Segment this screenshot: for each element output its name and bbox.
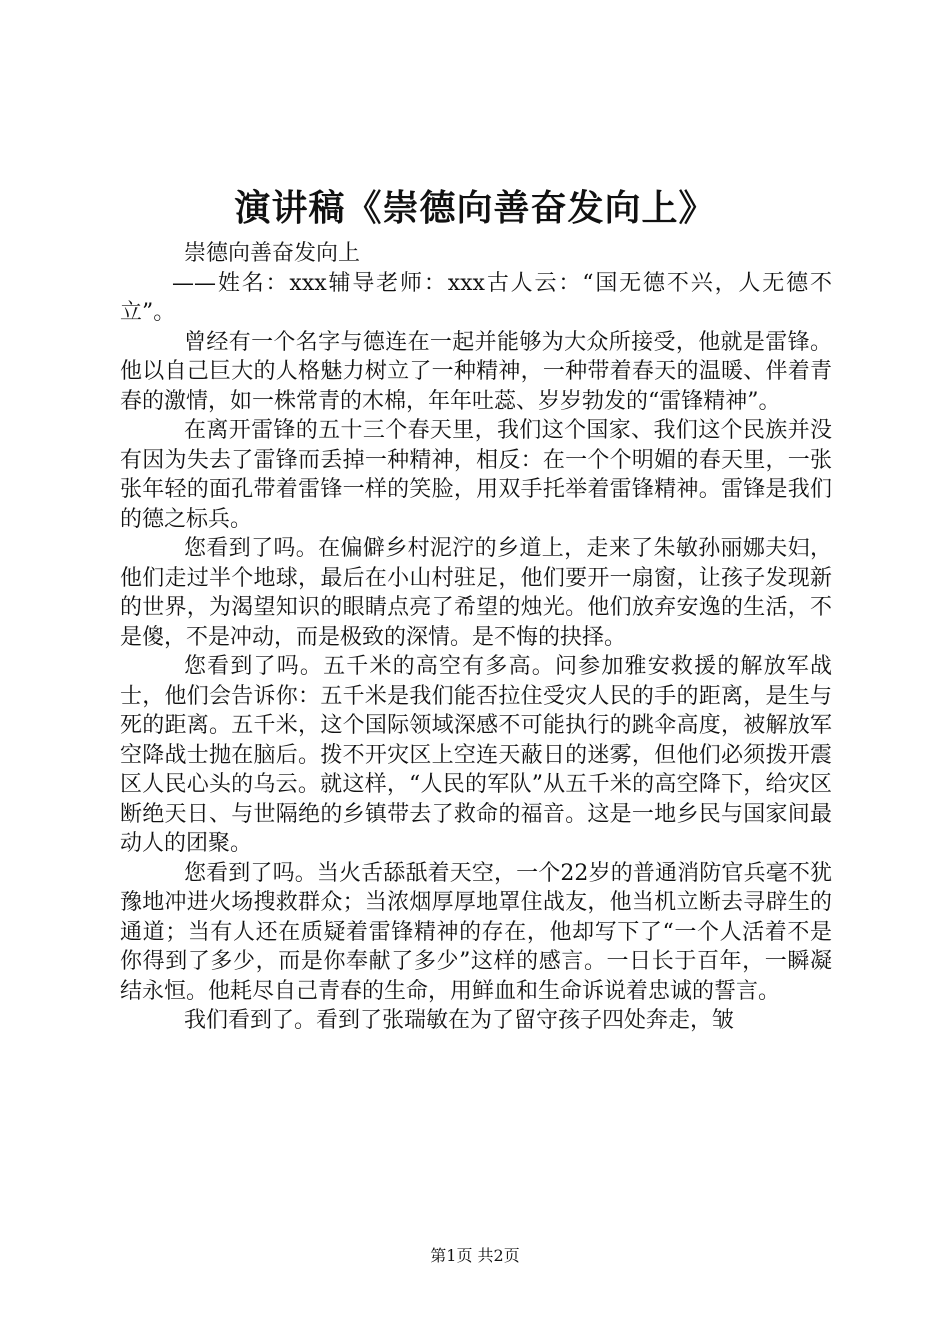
document-body [120, 239, 832, 1036]
paragraph: 曾经有一个名字与德连在一起并能够为大众所接受，他就是雷锋。他以自己巨大的人格魅力树立了一种精神，一种带着春天的温暖、伴着青春的激情，如一株常青的木棉，年年吐蕊、岁岁勃发的“雷锋精神”。 [120, 329, 832, 414]
paragraph: 您看到了吗。在偏僻乡村泥泞的乡道上，走来了朱敏孙丽娜夫妇，他们走过半个地球，最后在小山村驻足，他们要开一扇窗，让孩子发现新的世界，为渴望知识的眼睛点亮了希望的烛光。他们放弃安逸的生活，不是傻，不是冲动，而是极致的深情。是不悔的抉择。 [120, 536, 832, 650]
document-title: 演讲稿《崇德向善奋发向上》 [234, 187, 716, 229]
paragraph: 我们看到了。看到了张瑞敏在为了留守孩子四处奔走，皱 [184, 1008, 735, 1033]
paragraph: 在离开雷锋的五十三个春天里，我们这个国家、我们这个民族并没有因为失去了雷锋而丢掉一种精神，相反：在一个个明媚的春天里，一张张年轻的面孔带着雷锋一样的笑脸，用双手托举着雷锋精神。雷锋是我们的德之标兵。 [120, 418, 832, 532]
page-footer: 第1页 共2页 [430, 1246, 520, 1265]
paragraph-subtitle: 崇德向善奋发向上 [184, 241, 361, 266]
paragraph: 您看到了吗。五千米的高空有多高。问参加雅安救援的解放军战士，他们会告诉你：五千米是我们能否拉住受灾人民的手的距离，是生与死的距离。五千米，这个国际领域深感不可能执行的跳伞高度，被解放军空降战士抛在脑后。拨不开灾区上空连天蔽日的迷雾，但他们必须拨开震区人民心头的乌云。就这样，“人民的军队”从五千米的高空降下，给灾区断绝天日、与世隔绝的乡镇带去了救命的福音。这是一地乡民与国家间最动人的团聚。 [120, 654, 832, 856]
paragraph: 您看到了吗。当火舌舔舐着天空，一个22岁的普通消防官兵毫不犹豫地冲进火场搜救群众；当浓烟厚厚地罩住战友，他当机立断去寻辟生的通道；当有人还在质疑着雷锋精神的存在，他却写下了“一个人活着不是你得到了多少，而是你奉献了多少”这样的感言。一日长于百年，一瞬凝结永恒。他耗尽自己青春的生命，用鲜血和生命诉说着忠诚的誓言。 [120, 860, 832, 1004]
paragraph-author: ——姓名：xxx辅导老师：xxx古人云：“国无德不兴，人无德不立”。 [120, 270, 832, 325]
